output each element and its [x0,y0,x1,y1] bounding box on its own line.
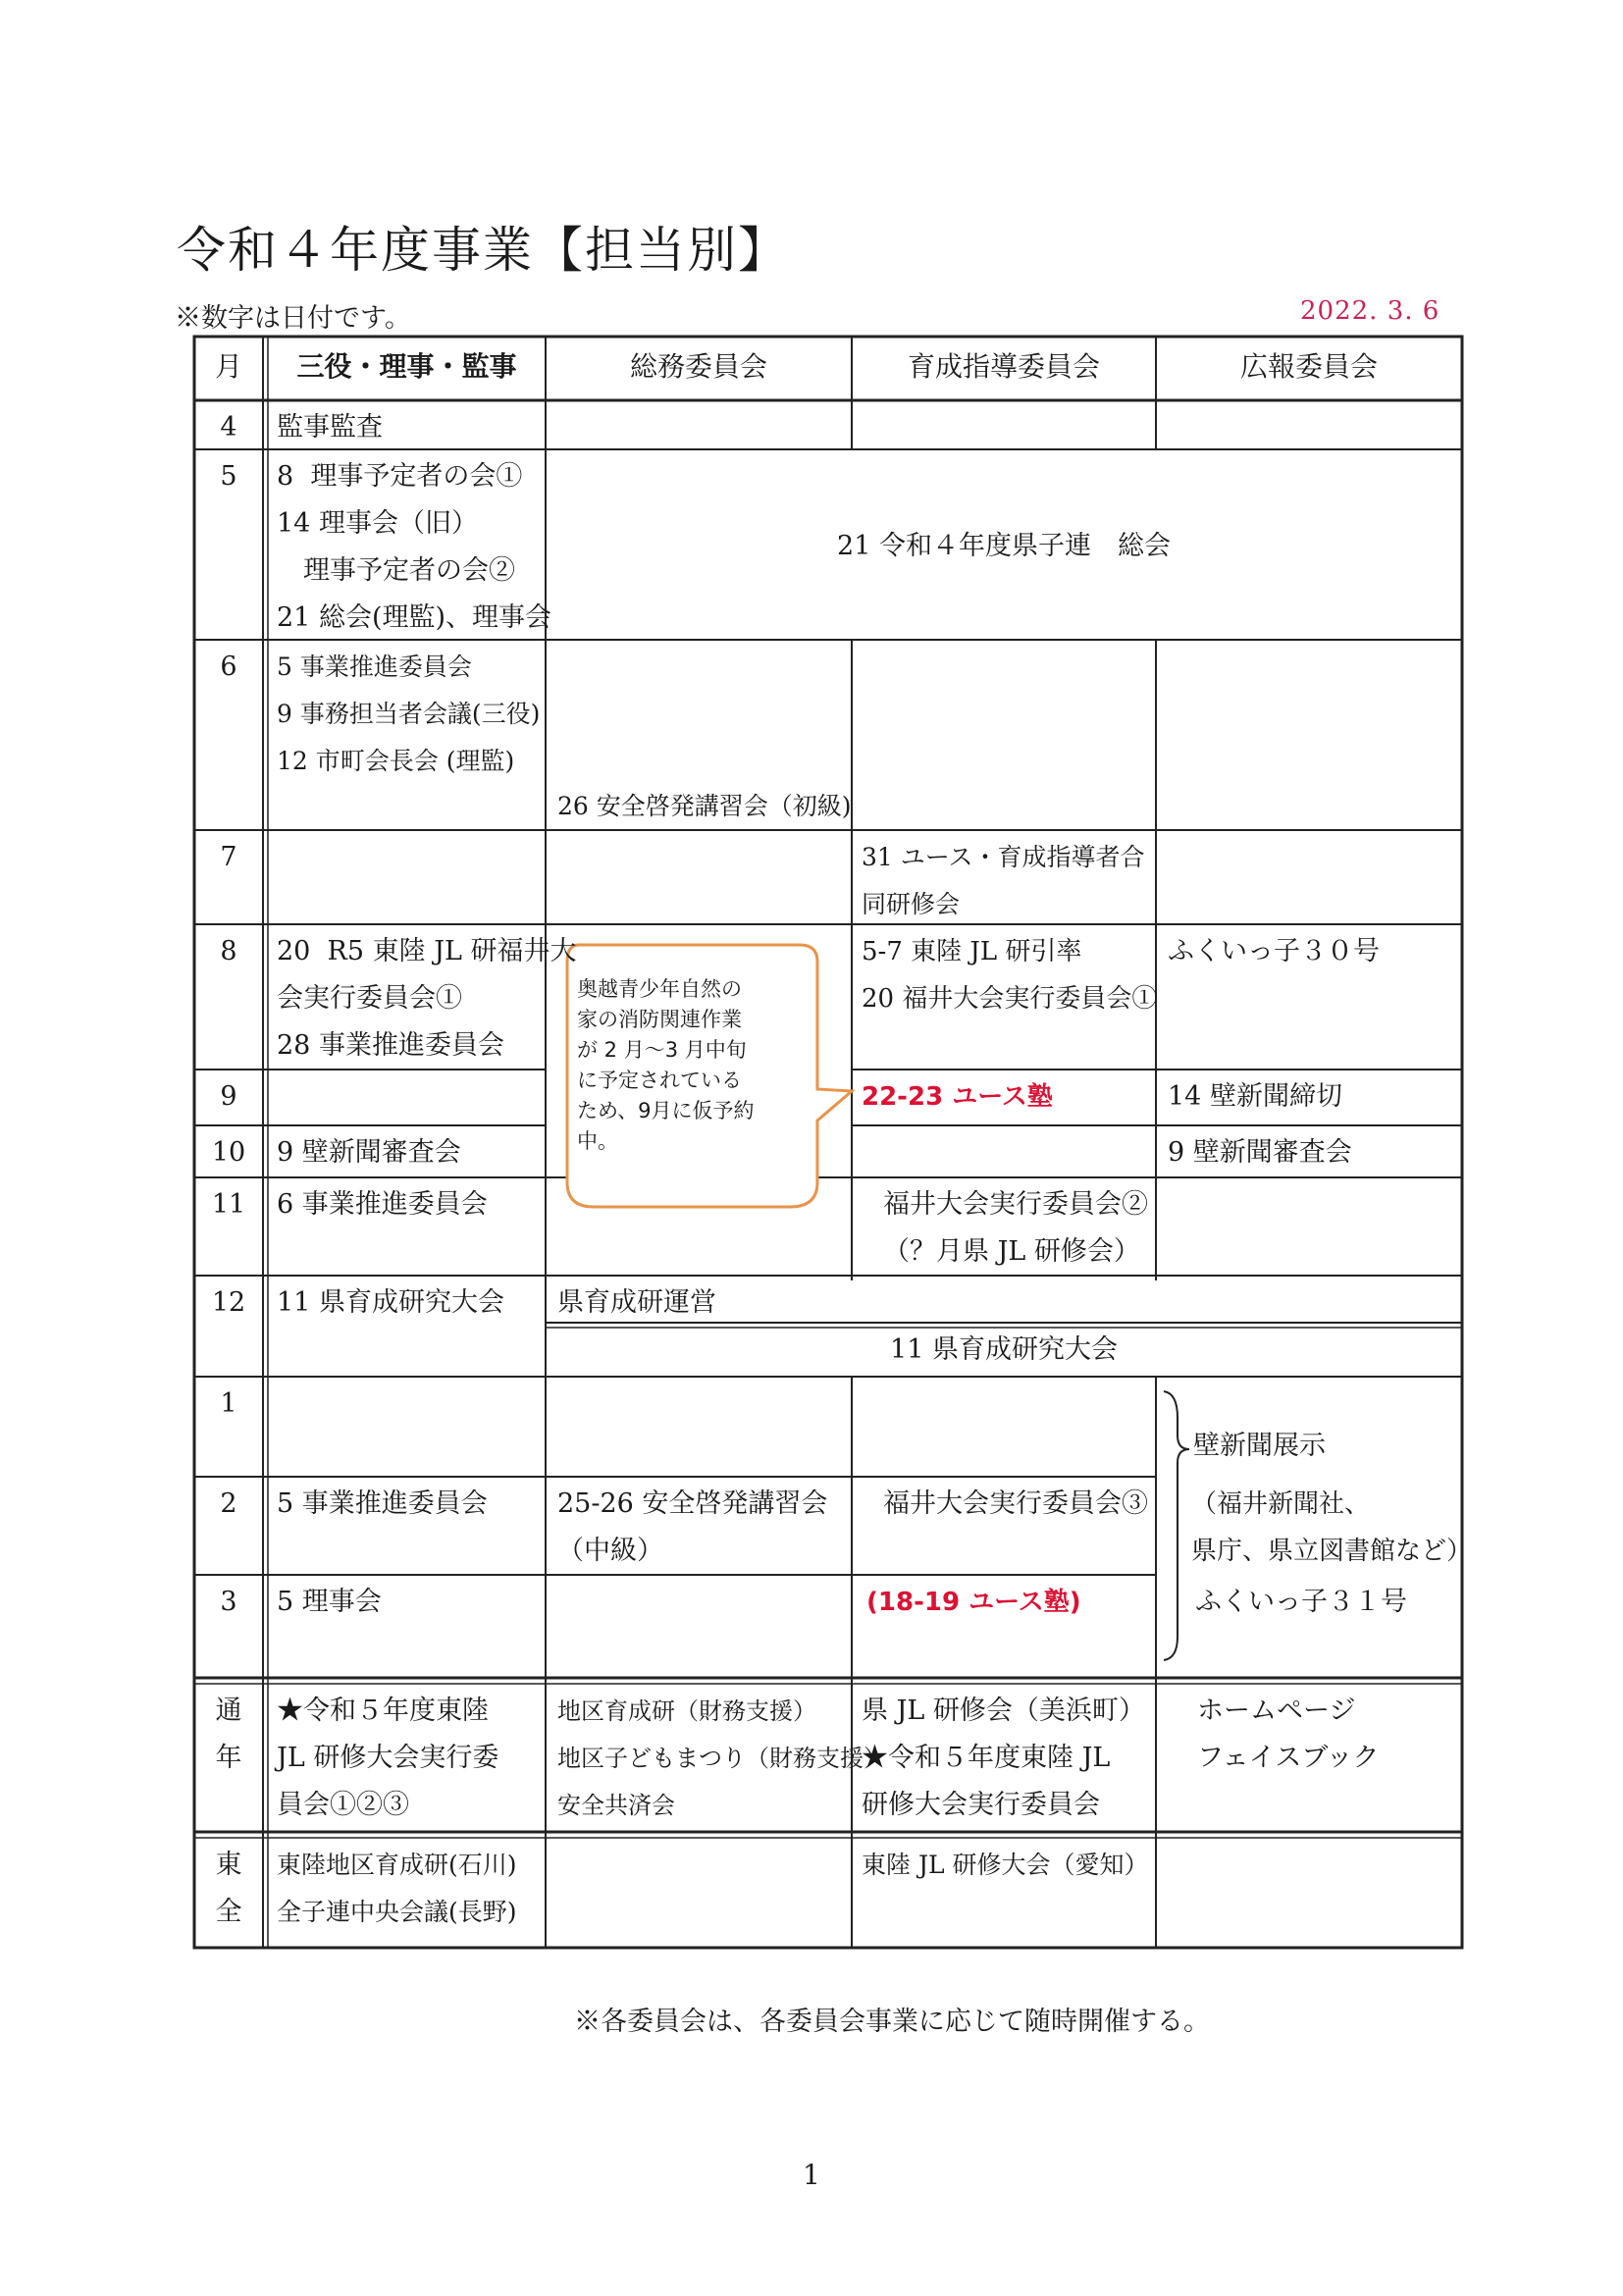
cell-m4-officers: 監事監査 [277,412,383,443]
header-training-committee: 育成指導委員会 [907,350,1100,383]
month-label: 5 [220,461,237,492]
header-officers: 三役・理事・監事 [296,350,517,383]
cell-m3-officers: 5 理事会 [277,1587,382,1617]
month-label: 10 [211,1137,246,1168]
cell-annual-pr: ホームページ フェイスブック [1197,1696,1380,1773]
cell-m2-general: 25-26 安全啓発講習会 （中級） [557,1488,828,1566]
month-label: 6 [220,652,237,682]
cell-m12-span: 11 県育成研究大会 [890,1334,1118,1365]
cell-m8-training: 5-7 東陸 JL 研引率 20 福井大会実行委員会① [862,937,1158,1014]
cell-m9-training: 22-23 ユース塾 [862,1082,1053,1112]
date-note: ※数字は日付です。 [175,303,411,334]
cell-m7-training: 31 ユース・育成指導者合 同研修会 [862,843,1145,918]
month-label: 7 [220,842,237,872]
page-title: 令和４年度事業【担当別】 [177,222,789,279]
cell-m6-general: 26 安全啓発講習会（初級) [557,792,852,820]
month-label: 3 [220,1587,237,1617]
month-label: 12 [211,1287,246,1318]
page-number: 1 [803,2159,820,2191]
cell-m12-general: 県育成研運営 [557,1287,716,1318]
cell-m9-pr: 14 壁新聞締切 [1168,1081,1342,1112]
cell-m5-span: 21 令和４年度県子連 総会 [837,531,1171,561]
row-label-annual: 通 年 [215,1696,242,1773]
document-date: 2022. 3. 6 [1300,296,1440,326]
cell-m5-officers: 8 理事予定者の会① 14 理事会（旧） 理事予定者の会② 21 総会(理監)、理事会 [277,461,552,633]
month-label: 2 [220,1488,237,1519]
header-general-committee: 総務委員会 [629,350,767,383]
cell-pr-winter-2: （福井新聞社、 県庁、県立図書館など） [1191,1489,1473,1566]
footer-note: ※各委員会は、各委員会事業に応じて随時開催する。 [574,2007,1210,2037]
cell-m8-officers: 20 R5 東陸 JL 研福井大 会実行委員会① 28 事業推進委員会 [277,936,577,1061]
cell-m11-officers: 6 事業推進委員会 [277,1189,488,1220]
cell-m10-pr: 9 壁新聞審査会 [1168,1137,1352,1168]
cell-annual-training: 県 JL 研修会（美浜町） ★令和５年度東陸 JL 研修大会実行委員会 [862,1696,1145,1820]
cell-m12-officers: 11 県育成研究大会 [277,1287,504,1318]
cell-m10-officers: 9 壁新聞審査会 [277,1137,461,1168]
month-label: 8 [220,936,237,966]
cell-annual-officers: ★令和５年度東陸 JL 研修大会実行委 員会①②③ [277,1696,499,1820]
cell-m2-training: 福井大会実行委員会③ [883,1488,1148,1519]
month-label: 1 [220,1388,237,1419]
cell-m2-officers: 5 事業推進委員会 [277,1488,488,1519]
month-label: 4 [220,412,237,443]
row-label-tokai: 東 全 [215,1850,242,1927]
header-month: 月 [214,350,242,383]
month-label: 9 [220,1081,237,1112]
cell-tokai-officers: 東陸地区育成研(石川) 全子連中央会議(長野) [277,1851,517,1926]
cell-m6-officers: 5 事業推進委員会 9 事務担当者会議(三役) 12 市町会長会 (理監) [277,652,541,775]
cell-pr-winter-3: ふくいっ子３１号 [1195,1587,1407,1617]
cell-annual-general: 地区育成研（財務支援） 地区子どもまつり（財務支援） 安全共済会 [557,1697,887,1819]
cell-m3-training: (18-19 ユース塾) [866,1588,1081,1617]
month-label: 11 [211,1189,246,1220]
cell-pr-winter-1: 壁新聞展示 [1193,1431,1326,1461]
callout-text: 奥越青少年自然の 家の消防関連作業 が 2 月～3 月中旬 に予定されている ため、9月に仮予約 中。 [577,977,755,1153]
cell-m8-pr: ふくいっ子３０号 [1168,936,1380,966]
cell-m11-training: 福井大会実行委員会② （？月県 JL 研修会） [883,1189,1148,1267]
cell-tokai-training: 東陸 JL 研修大会（愛知） [862,1851,1149,1879]
header-pr-committee: 広報委員会 [1239,350,1378,383]
